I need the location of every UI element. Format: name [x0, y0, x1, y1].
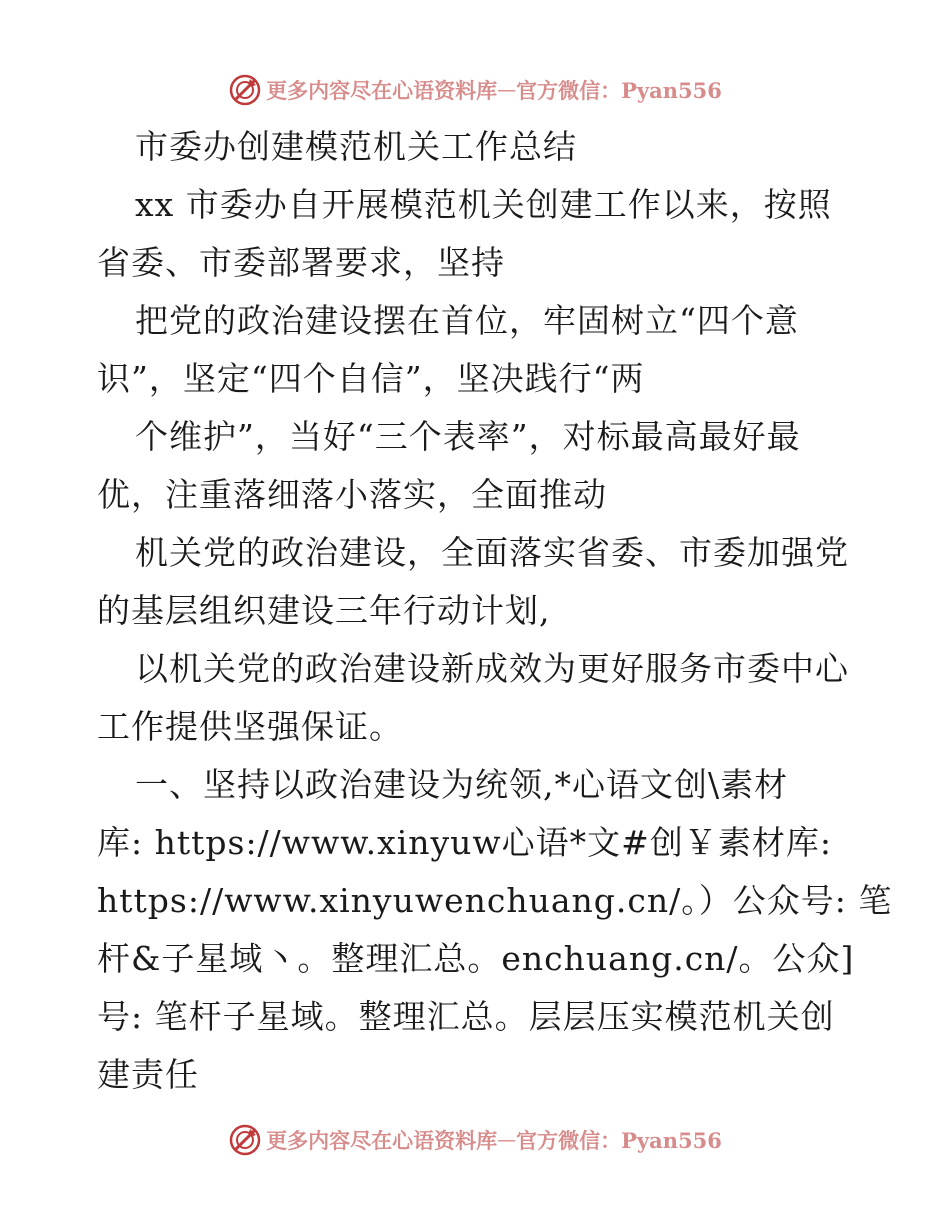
- logo-icon: [228, 1123, 262, 1157]
- doc-line: 识”，坚定“四个自信”，坚决践行“两: [97, 359, 645, 398]
- doc-line: 市委办创建模范机关工作总结: [135, 127, 577, 166]
- doc-line: 一、坚持以政治建设为统领,*心语文创\素材: [135, 765, 789, 804]
- doc-line: 的基层组织建设三年行动计划,: [97, 591, 551, 630]
- header-banner: [0, 70, 950, 110]
- doc-line: 建责任: [97, 1055, 199, 1094]
- doc-line: 工作提供坚强保证。: [97, 707, 403, 746]
- banner-dash: —: [497, 79, 517, 101]
- doc-line: 杆&子星域丶。整理汇总。enchuang.cn/。公众]: [97, 939, 855, 978]
- doc-line: 省委、市委部署要求，坚持: [97, 243, 505, 282]
- doc-line: https://www.xinyuwenchuang.cn/。）公众号: 笔: [97, 881, 893, 920]
- document-body: [97, 118, 893, 1104]
- banner-sub-text: 官方微信：Pyan556: [516, 1128, 722, 1153]
- footer-banner: [0, 1120, 950, 1160]
- doc-line: 优，注重落细落小落实，全面推动: [97, 475, 607, 514]
- banner-dash: —: [497, 1129, 517, 1151]
- doc-line: 号: 笔杆子星域。整理汇总。层层压实模范机关创: [97, 997, 835, 1036]
- banner-main-text: 更多内容尽在心语资料库: [266, 78, 498, 103]
- doc-line: xx 市委办自开展模范机关创建工作以来，按照: [135, 185, 832, 224]
- doc-line: 把党的政治建设摆在首位，牢固树立“四个意: [135, 301, 799, 340]
- doc-line: 库: https://www.xinyuw心语*文#创￥素材库:: [97, 823, 832, 862]
- banner-main-text: 更多内容尽在心语资料库: [266, 1128, 498, 1153]
- logo-icon: [228, 73, 262, 107]
- doc-line: 以机关党的政治建设新成效为更好服务市委中心: [135, 649, 849, 688]
- doc-line: 个维护”，当好“三个表率”，对标最高最好最: [135, 417, 801, 456]
- banner-sub-text: 官方微信：Pyan556: [516, 78, 722, 103]
- doc-line: 机关党的政治建设，全面落实省委、市委加强党: [135, 533, 849, 572]
